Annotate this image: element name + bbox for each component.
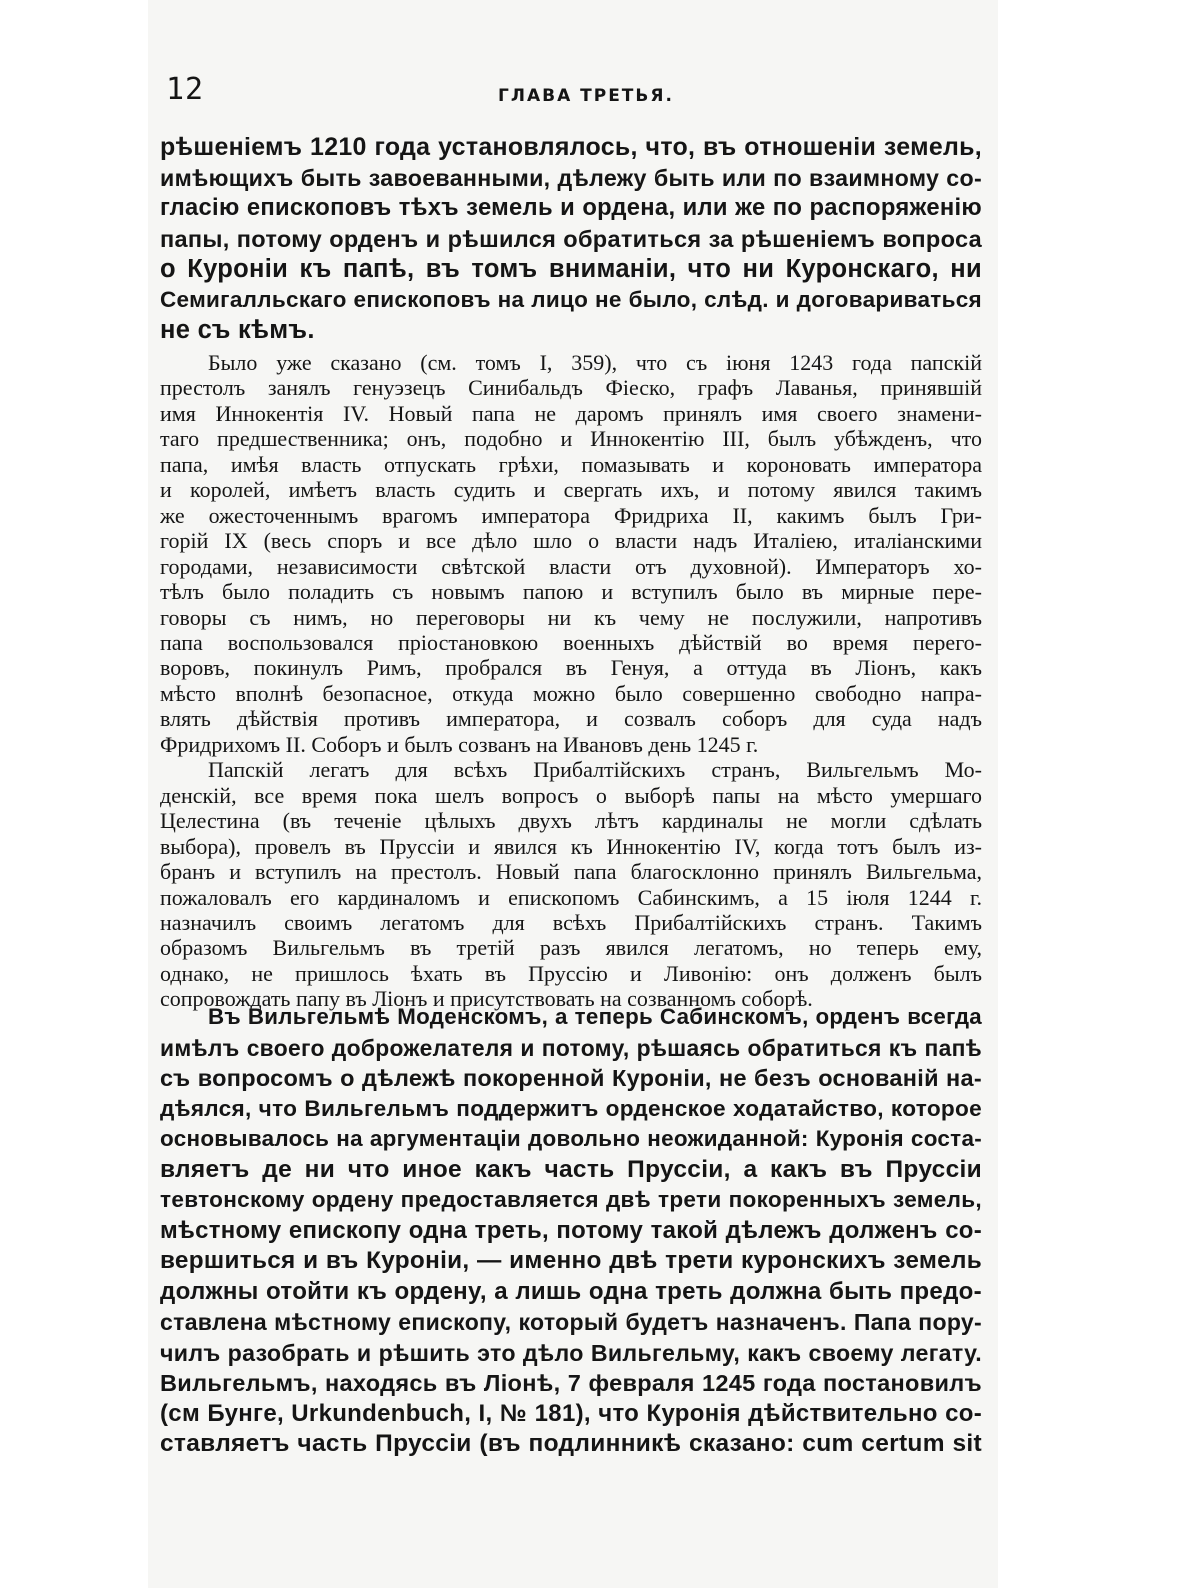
page-number: 12 [166,72,205,107]
text-line: Семигалльскаго епископовъ на лицо не было, слѣд. и договариваться [160,286,982,312]
text-line: Въ Вильгельмѣ Моденскомъ, а теперь Сабинскомъ, орденъ всегда [208,1004,982,1029]
text-line: пожаловалъ его кардиналомъ и епископомъ Сабинскимъ, а 15 іюля 1244 г. [160,884,982,910]
text-line: тѣлъ было поладить съ новымъ папою и вступилъ было въ мирные пере- [160,579,982,605]
text-line: папы, потому орденъ и рѣшился обратиться за рѣшеніемъ вопроса [160,225,982,252]
text-line: рѣшеніемъ 1210 года установлялось, что, въ отношеніи земель, [160,133,982,161]
text-line: должны отойти къ ордену, а лишь одна треть должна быть предо- [160,1277,982,1305]
text-line: таго предшественника; онъ, подобно и Иннокентію III, былъ убѣжденъ, что [160,426,982,452]
text-line: Фридрихомъ II. Соборъ и былъ созванъ на Ивановъ день 1245 г. [160,731,759,757]
text-line: Папскій легатъ для всѣхъ Прибалтійскихъ странъ, Вильгельмъ Мо- [208,757,982,783]
text-line: горій IX (весь споръ и все дѣло шло о власти надъ Италіею, италіанскими [160,528,982,554]
text-line: о Куроніи къ папѣ, въ томъ вниманіи, что ни Куронскаго, ни [160,255,982,283]
text-line: дѣялся, что Вильгельмъ поддержитъ орденское ходатайство, которое [160,1095,982,1121]
text-line: Было уже сказано (см. томъ I, 359), что съ іюня 1243 года папскій [208,350,982,375]
text-line: имя Иннокентія IV. Новый папа не даромъ принялъ имя своего знамени- [160,400,982,426]
text-line: говоры съ нимъ, но переговоры ни къ чему не послужили, напротивъ [160,604,982,630]
text-line: Вильгельмъ, находясь въ Ліонѣ, 7 февраля 1245 года постановилъ [160,1370,982,1396]
text-line: же ожесточеннымъ врагомъ императора Фридриха II, какимъ былъ Гри- [160,502,982,528]
text-line: Целестина (въ теченіе цѣлыхъ двухъ лѣтъ кардиналы не могли сдѣлать [160,808,982,834]
text-line: и королей, имѣетъ власть судить и свергать ихъ, и потому явился такимъ [160,477,982,503]
paragraph-continuation [160,132,982,346]
text-line: (см Бунге, Urkundenbuch, I, № 181), что Куронія дѣйствительно со- [160,1399,982,1427]
text-line: вляетъ де ни что иное какъ часть Пруссіи, а какъ въ Пруссіи [160,1155,982,1183]
text-line: основывалось на аргументаціи довольно неожиданной: Куронія соста- [160,1126,982,1151]
main-paragraph [160,1002,982,1460]
text-line: сопровождать папу въ Ліонъ и присутствовать на созванномъ соборѣ. [160,986,813,1012]
text-line: имѣлъ своего доброжелателя и потому, рѣшаясь обратиться къ папѣ [160,1034,982,1061]
text-line: съ вопросомъ о дѣлежѣ покоренной Куроніи, не безъ основаній на- [160,1065,982,1091]
text-line: денскій, все время пока шелъ вопросъ о выборѣ папы на мѣсто умершаго [160,782,982,808]
text-line: папа, имѣя власть отпускать грѣхи, помазывать и короновать императора [160,451,982,477]
text-line: чилъ разобрать и рѣшить это дѣло Вильгельму, какъ своему легату. [160,1339,982,1366]
text-line: папа воспользовался пріостановкою военныхъ дѣйствій во время перего- [160,629,982,655]
text-line: тевтонскому ордену предоставляется двѣ трети покоренныхъ земель, [160,1187,982,1212]
text-line: воровъ, покинулъ Римъ, пробрался въ Генуя, а оттуда въ Ліонъ, какъ [160,655,982,681]
text-line: не съ кѣмъ. [160,316,315,344]
text-line: ставлена мѣстному епископу, который будетъ назначенъ. Папа пору- [160,1309,982,1335]
text-line: мѣсто вполнѣ безопасное, откуда можно было совершенно свободно напра- [160,680,982,706]
running-title: ГЛАВА ТРЕТЬЯ. [498,86,674,106]
text-line: гласію епископовъ тѣхъ земель и ордена, или же по распоряженію [160,194,982,221]
text-line: мѣстному епископу одна треть, потому такой дѣлежъ долженъ со- [160,1216,982,1244]
text-line: образомъ Вильгельмъ въ третій разъ явился легатомъ, но теперь ему, [160,935,982,961]
small-print-section [160,350,982,1012]
text-line: имѣющихъ быть завоеванными, дѣлежу быть или по взаимному со- [160,164,982,191]
text-line: ставляетъ часть Пруссіи (въ подлинникѣ сказано: cum certum sit [160,1430,982,1457]
text-line: однако, не пришлось ѣхать въ Пруссію и Ливонію: онъ долженъ былъ [160,960,982,986]
text-line: бранъ и вступилъ на престолъ. Новый папа благосклонно принялъ Вильгельма, [160,859,982,885]
text-line: престолъ занялъ генуэзецъ Синибальдъ Фіеско, графъ Лаванья, принявшій [160,375,982,401]
text-line: вершиться и въ Куроніи, — именно двѣ трети куронскихъ земель [160,1247,982,1274]
text-line: городами, независимости свѣтской власти отъ духовной). Императоръ хо- [160,553,982,579]
text-line: назначилъ своимъ легатомъ для всѣхъ Прибалтійскихъ странъ. Такимъ [160,909,982,935]
text-line: влять дѣйствія противъ императора, и созвалъ соборъ для суда надъ [160,706,982,732]
text-line: выбора), провелъ въ Пруссіи и явился къ Иннокентію IV, когда тотъ былъ из- [160,833,982,859]
